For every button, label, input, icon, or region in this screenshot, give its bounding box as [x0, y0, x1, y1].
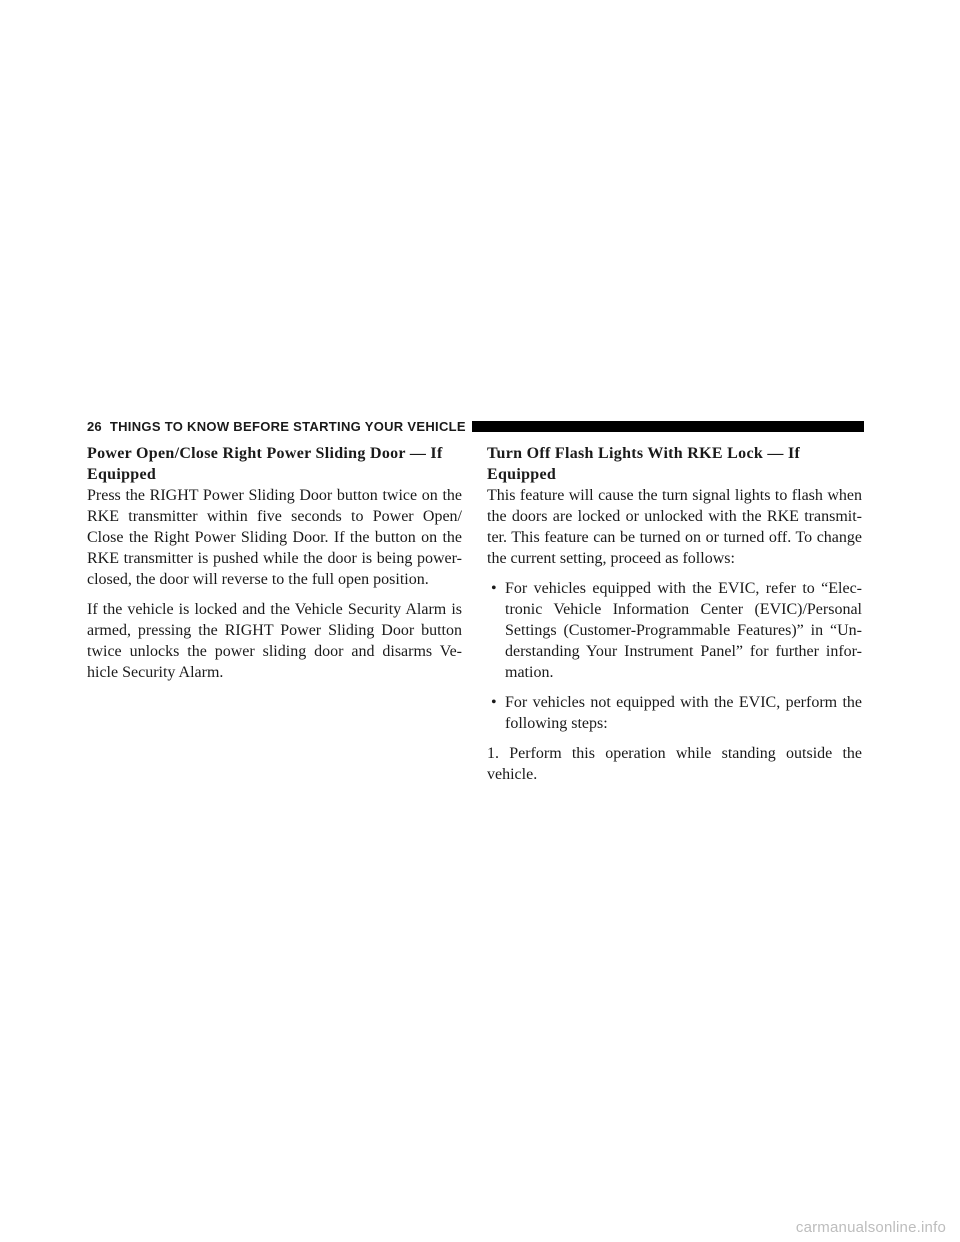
bullet-icon: •	[491, 580, 497, 597]
bullet-text: For vehicles equipped with the EVIC, refer to “Elec- tronic Vehicle Information Center (EVIC)/Personal Settings (Customer-Programmable Features)” in “Un- derstanding Your Instrument Panel” for further infor- mation.	[505, 580, 862, 681]
page-header	[87, 417, 864, 435]
left-column	[87, 443, 462, 692]
bullet-text: For vehicles not equipped with the EVIC, perform the following steps:	[505, 694, 862, 732]
chapter-title: THINGS TO KNOW BEFORE STARTING YOUR VEHICLE	[109, 418, 466, 434]
watermark: carmanualsonline.info	[795, 1219, 946, 1236]
section-heading-power-sliding-door: Power Open/Close Right Power Sliding Door — If Equipped	[87, 445, 443, 483]
header-rule	[472, 421, 864, 432]
paragraph: If the vehicle is locked and the Vehicle Security Alarm is armed, pressing the RIGHT Power Sliding Door button twice unlocks the power sliding door and disarms Ve- hicle Security Alarm.	[87, 601, 462, 681]
step-1: 1. Perform this operation while standing outside the vehicle.	[487, 745, 862, 783]
bullet-icon: •	[491, 694, 497, 711]
paragraph: Press the RIGHT Power Sliding Door button twice on the RKE transmitter within five seconds to Power Open/ Close the Right Power Sliding Door. If the button on the RKE transmitter is pushed while the door is being power-closed, the door will reverse to the full open position.	[87, 487, 462, 588]
paragraph-intro: This feature will cause the turn signal lights to flash when the doors are locked or unlocked with the RKE transmit- ter. This feature can be turned on or turned off. To change the current setting, proceed as follows:	[487, 487, 862, 567]
page-number: 26	[87, 418, 102, 434]
right-column	[487, 443, 862, 794]
section-heading-flash-lights: Turn Off Flash Lights With RKE Lock — If Equipped	[487, 445, 801, 483]
bullet-item	[487, 578, 862, 683]
bullet-item	[487, 692, 862, 734]
